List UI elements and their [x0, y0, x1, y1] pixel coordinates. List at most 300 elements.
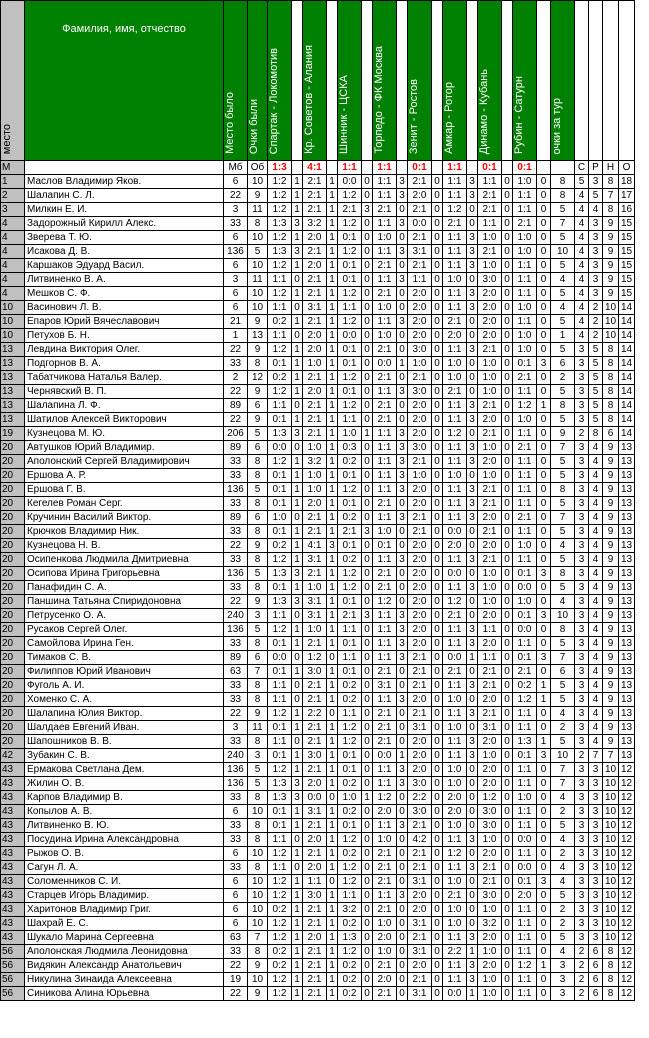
o-cell: 13	[619, 609, 635, 623]
prediction-points-cell: 3	[397, 385, 408, 399]
prediction-cell: 0:1	[268, 721, 292, 735]
points-were-cell: 10	[248, 287, 268, 301]
name-cell: Задорожный Кирилл Алекс.	[25, 217, 224, 231]
n-cell: 9	[603, 665, 619, 679]
points-were-cell: 10	[248, 259, 268, 273]
prediction-points-cell: 1	[327, 721, 338, 735]
prediction-points-cell: 3	[467, 287, 478, 301]
prediction-cell: 1:1	[373, 441, 397, 455]
r-cell: 3	[589, 231, 603, 245]
prediction-points-cell: 0	[537, 469, 551, 483]
prediction-points-cell: 0	[432, 637, 443, 651]
prediction-points-cell: 1	[292, 525, 303, 539]
r-cell: 4	[589, 511, 603, 525]
n-cell: 9	[603, 651, 619, 665]
prediction-points-cell: 0	[362, 189, 373, 203]
prediction-cell: 2:1	[408, 231, 432, 245]
prediction-cell: 0:1	[513, 651, 537, 665]
table-row	[1, 847, 635, 861]
tour-points-cell: 8	[551, 623, 575, 637]
points-were-cell: 8	[248, 945, 268, 959]
prediction-cell: 2:1	[513, 371, 537, 385]
rank-cell: 56	[1, 973, 25, 987]
points-were-cell: 10	[248, 875, 268, 889]
prediction-points-cell: 0	[502, 175, 513, 189]
prediction-cell: 2:1	[408, 707, 432, 721]
o-cell: 13	[619, 469, 635, 483]
rank-cell: 42	[1, 749, 25, 763]
tour-points-cell: 5	[551, 525, 575, 539]
prediction-cell: 2:1	[408, 861, 432, 875]
r-cell: 3	[589, 931, 603, 945]
prediction-points-cell: 1	[327, 847, 338, 861]
rank-cell: 20	[1, 623, 25, 637]
match-result: 1:1	[443, 161, 467, 175]
place-was-cell: 33	[224, 525, 248, 539]
n-cell: 10	[603, 903, 619, 917]
prediction-points-cell: 0	[397, 973, 408, 987]
prediction-cell: 1:0	[513, 539, 537, 553]
prediction-cell: 2:0	[303, 931, 327, 945]
rank-cell: 10	[1, 315, 25, 329]
prediction-points-cell: 0	[537, 819, 551, 833]
prediction-cell: 1:1	[513, 777, 537, 791]
prediction-cell: 0:0	[513, 833, 537, 847]
rank-cell: 4	[1, 287, 25, 301]
prediction-cell: 1:0	[478, 945, 502, 959]
tour-points-cell: 5	[551, 581, 575, 595]
prediction-points-cell: 3	[397, 777, 408, 791]
prediction-cell: 2:0	[478, 287, 502, 301]
prediction-cell: 1:1	[513, 385, 537, 399]
c-cell: 2	[575, 749, 589, 763]
prediction-cell: 1:2	[513, 399, 537, 413]
prediction-points-cell: 0	[502, 721, 513, 735]
prediction-cell: 0:1	[338, 497, 362, 511]
points-were-cell: 8	[248, 861, 268, 875]
o-cell: 13	[619, 511, 635, 525]
c-cell: 3	[575, 791, 589, 805]
prediction-cell: 1:0	[478, 973, 502, 987]
r-cell: 3	[589, 259, 603, 273]
place-was-cell: 136	[224, 623, 248, 637]
o-cell: 14	[619, 343, 635, 357]
prediction-cell: 0:2	[338, 693, 362, 707]
c-cell: 3	[575, 707, 589, 721]
prediction-points-cell: 3	[397, 469, 408, 483]
prediction-cell: 3:0	[478, 805, 502, 819]
prediction-points-cell: 0	[537, 889, 551, 903]
c-cell: 3	[575, 693, 589, 707]
place-was-cell: 3	[224, 273, 248, 287]
prediction-points-cell: 0	[537, 287, 551, 301]
prediction-cell: 1:0	[443, 721, 467, 735]
prediction-points-cell: 0	[432, 469, 443, 483]
prediction-cell: 2:1	[478, 707, 502, 721]
prediction-points-cell: 0	[432, 847, 443, 861]
prediction-points-cell: 0	[362, 399, 373, 413]
c-cell: 3	[575, 861, 589, 875]
prediction-points-cell: 0	[397, 287, 408, 301]
prediction-points-cell: 3	[362, 203, 373, 217]
prediction-cell: 2:0	[408, 539, 432, 553]
place-was-cell: 89	[224, 651, 248, 665]
prediction-points-cell: 1	[327, 931, 338, 945]
prediction-cell: 2:1	[373, 861, 397, 875]
prediction-cell: 1:1	[443, 245, 467, 259]
prediction-cell: 1:1	[443, 749, 467, 763]
prediction-cell: 1:0	[373, 917, 397, 931]
rank-cell: 43	[1, 791, 25, 805]
c-cell: 4	[575, 315, 589, 329]
prediction-points-cell: 3	[467, 581, 478, 595]
prediction-cell: 2:1	[303, 567, 327, 581]
prediction-cell: 1:2	[268, 231, 292, 245]
prediction-cell: 3:0	[408, 777, 432, 791]
prediction-points-cell: 0	[502, 805, 513, 819]
prediction-cell: 2:1	[373, 959, 397, 973]
prediction-points-cell: 0	[327, 707, 338, 721]
o-cell: 13	[619, 525, 635, 539]
name-cell: Самойлова Ирина Ген.	[25, 637, 224, 651]
tour-points-cell: 8	[551, 567, 575, 581]
prediction-cell: 1:1	[373, 609, 397, 623]
prediction-points-cell: 0	[502, 679, 513, 693]
prediction-points-cell: 0	[502, 847, 513, 861]
tour-points-cell: 2	[551, 805, 575, 819]
prediction-points-cell: 0	[362, 707, 373, 721]
c-cell: 3	[575, 581, 589, 595]
prediction-cell: 1:2	[338, 861, 362, 875]
r-cell: 4	[589, 735, 603, 749]
tour-points-cell: 10	[551, 749, 575, 763]
prediction-cell: 1:1	[513, 203, 537, 217]
prediction-cell: 2:0	[478, 413, 502, 427]
prediction-cell: 1:0	[443, 273, 467, 287]
prediction-points-cell: 0	[502, 385, 513, 399]
c-cell: 3	[575, 511, 589, 525]
prediction-points-cell: 0	[327, 875, 338, 889]
n-cell: 9	[603, 497, 619, 511]
n-cell: 9	[603, 441, 619, 455]
n-cell: 10	[603, 875, 619, 889]
prediction-cell: 1:0	[478, 595, 502, 609]
c-cell: 3	[575, 805, 589, 819]
prediction-cell: 0:1	[268, 497, 292, 511]
r-cell: 4	[589, 203, 603, 217]
prediction-points-cell: 0	[292, 833, 303, 847]
prediction-cell: 1:1	[513, 315, 537, 329]
c-cell: 3	[575, 763, 589, 777]
n-cell: 8	[603, 973, 619, 987]
name-cell: Ермакова Светлана Дем.	[25, 763, 224, 777]
prediction-cell: 1:1	[443, 483, 467, 497]
prediction-cell: 1:1	[443, 259, 467, 273]
prediction-cell: 1:3	[268, 245, 292, 259]
prediction-cell: 2:1	[478, 875, 502, 889]
prediction-points-cell: 0	[502, 861, 513, 875]
o-cell: 12	[619, 847, 635, 861]
points-were-cell: 7	[248, 665, 268, 679]
prediction-points-cell: 1	[327, 567, 338, 581]
n-cell: 8	[603, 357, 619, 371]
prediction-cell: 1:1	[513, 987, 537, 1001]
prediction-cell: 2:0	[303, 329, 327, 343]
c-cell: 2	[575, 959, 589, 973]
prediction-cell: 1:1	[268, 399, 292, 413]
prediction-cell: 1:1	[513, 819, 537, 833]
prediction-points-cell: 0	[502, 371, 513, 385]
prediction-points-cell: 3	[397, 245, 408, 259]
prediction-cell: 2:1	[303, 735, 327, 749]
name-cell: Видякин Александр Анатольевич	[25, 959, 224, 973]
prediction-points-cell: 0	[467, 819, 478, 833]
prediction-points-cell: 0	[292, 441, 303, 455]
prediction-cell: 2:0	[373, 805, 397, 819]
n-cell: 9	[603, 623, 619, 637]
prediction-cell: 2:0	[303, 861, 327, 875]
prediction-cell: 2:1	[513, 217, 537, 231]
prediction-points-cell: 1	[327, 693, 338, 707]
r-cell: 4	[589, 581, 603, 595]
c-cell: 3	[575, 889, 589, 903]
prediction-points-cell: 1	[327, 819, 338, 833]
prediction-cell: 1:0	[478, 385, 502, 399]
r-cell: 2	[589, 329, 603, 343]
tour-points-cell: 5	[551, 455, 575, 469]
prediction-points-cell: 3	[327, 539, 338, 553]
prediction-cell: 1:2	[338, 287, 362, 301]
prediction-points-cell: 0	[432, 413, 443, 427]
prediction-points-cell: 0	[467, 525, 478, 539]
rank-cell: 20	[1, 483, 25, 497]
prediction-cell: 2:1	[408, 973, 432, 987]
n-cell: 10	[603, 301, 619, 315]
rank-cell: 43	[1, 805, 25, 819]
rank-cell: 43	[1, 917, 25, 931]
prediction-cell: 1:0	[303, 469, 327, 483]
table-row	[1, 609, 635, 623]
prediction-points-cell: 0	[432, 525, 443, 539]
prediction-cell: 2:1	[373, 343, 397, 357]
prediction-points-cell: 3	[537, 875, 551, 889]
n-cell: 8	[603, 399, 619, 413]
prediction-cell: 1:0	[443, 357, 467, 371]
match-result: 4:1	[303, 161, 327, 175]
prediction-cell: 2:0	[408, 287, 432, 301]
o-cell: 12	[619, 805, 635, 819]
prediction-cell: 1:2	[338, 567, 362, 581]
prediction-points-cell: 0	[432, 791, 443, 805]
r-cell: 2	[589, 315, 603, 329]
prediction-points-cell: 0	[362, 455, 373, 469]
prediction-cell: 2:1	[338, 525, 362, 539]
rank-cell: 43	[1, 833, 25, 847]
prediction-cell: 2:1	[408, 847, 432, 861]
sub-place-was: Мб	[224, 161, 248, 175]
prediction-points-cell: 3	[362, 609, 373, 623]
rank-cell: 20	[1, 693, 25, 707]
prediction-cell: 3:1	[408, 721, 432, 735]
o-cell: 12	[619, 889, 635, 903]
prediction-cell: 2:0	[408, 609, 432, 623]
prediction-cell: 0:2	[338, 959, 362, 973]
rank-cell: 2	[1, 189, 25, 203]
table-row	[1, 861, 635, 875]
table-row	[1, 511, 635, 525]
r-cell: 3	[589, 175, 603, 189]
r-cell: 4	[589, 553, 603, 567]
prediction-points-cell: 1	[327, 525, 338, 539]
prediction-cell: 0:2	[338, 917, 362, 931]
name-cell: Шалдаев Евгений Иван.	[25, 721, 224, 735]
prediction-points-cell: 3	[467, 301, 478, 315]
prediction-cell: 1:1	[303, 875, 327, 889]
prediction-points-cell: 0	[362, 945, 373, 959]
prediction-cell: 0:1	[373, 539, 397, 553]
prediction-points-cell: 0	[537, 777, 551, 791]
prediction-cell: 2:0	[408, 581, 432, 595]
tour-points-cell: 4	[551, 539, 575, 553]
prediction-points-cell: 1	[327, 553, 338, 567]
c-cell: 3	[575, 343, 589, 357]
prediction-points-cell: 0	[432, 721, 443, 735]
prediction-points-cell: 0	[362, 315, 373, 329]
o-cell: 13	[619, 735, 635, 749]
rank-cell: 3	[1, 203, 25, 217]
prediction-points-cell: 0	[362, 539, 373, 553]
prediction-points-cell: 1	[537, 735, 551, 749]
c-cell: 3	[575, 679, 589, 693]
prediction-cell: 1:0	[303, 483, 327, 497]
table-row	[1, 707, 635, 721]
rank-cell: 4	[1, 231, 25, 245]
tour-points-cell: 6	[551, 665, 575, 679]
prediction-points-cell: 0	[502, 497, 513, 511]
prediction-points-cell: 0	[362, 441, 373, 455]
prediction-points-cell: 3	[292, 567, 303, 581]
points-were-cell: 9	[248, 707, 268, 721]
prediction-points-cell: 1	[292, 385, 303, 399]
prediction-points-cell: 0	[502, 763, 513, 777]
r-cell: 4	[589, 721, 603, 735]
prediction-points-cell: 0	[467, 273, 478, 287]
prediction-cell: 1:2	[268, 189, 292, 203]
c-cell: 2	[575, 427, 589, 441]
table-row	[1, 385, 635, 399]
prediction-cell: 2:1	[373, 665, 397, 679]
n-cell: 9	[603, 735, 619, 749]
n-cell: 9	[603, 679, 619, 693]
prediction-cell: 3:1	[373, 679, 397, 693]
rank-cell: 13	[1, 385, 25, 399]
r-cell: 4	[589, 707, 603, 721]
prediction-cell: 2:0	[478, 315, 502, 329]
n-cell: 8	[603, 413, 619, 427]
rank-cell: 20	[1, 553, 25, 567]
header-match-3: Шинник - ЦСКА	[338, 1, 362, 161]
prediction-cell: 1:2	[338, 245, 362, 259]
place-was-cell: 33	[224, 945, 248, 959]
place-was-cell: 3	[224, 203, 248, 217]
header-name: Фамилия, имя, отчество	[25, 1, 224, 161]
prediction-cell: 2:0	[408, 497, 432, 511]
n-cell: 8	[603, 343, 619, 357]
prediction-points-cell: 1	[327, 301, 338, 315]
tour-points-cell: 2	[551, 371, 575, 385]
prediction-points-cell: 0	[502, 441, 513, 455]
prediction-cell: 3:1	[303, 805, 327, 819]
prediction-cell: 1:0	[373, 525, 397, 539]
prediction-points-cell: 0	[362, 693, 373, 707]
prediction-cell: 2:0	[478, 329, 502, 343]
prediction-cell: 1:1	[373, 651, 397, 665]
prediction-points-cell: 0	[432, 693, 443, 707]
o-cell: 13	[619, 707, 635, 721]
prediction-points-cell: 0	[432, 987, 443, 1001]
r-cell: 4	[589, 623, 603, 637]
r-cell: 3	[589, 245, 603, 259]
prediction-points-cell: 1	[327, 189, 338, 203]
table-row	[1, 777, 635, 791]
prediction-points-cell: 1	[292, 189, 303, 203]
prediction-points-cell: 0	[537, 665, 551, 679]
prediction-points-cell: 0	[432, 497, 443, 511]
tour-points-cell: 5	[551, 413, 575, 427]
prediction-cell: 2:0	[408, 483, 432, 497]
prediction-cell: 1:0	[443, 917, 467, 931]
prediction-points-cell: 1	[327, 595, 338, 609]
prediction-cell: 2:0	[303, 497, 327, 511]
prediction-points-cell: 0	[537, 343, 551, 357]
prediction-cell: 1:1	[443, 861, 467, 875]
prediction-cell: 0:0	[443, 987, 467, 1001]
place-was-cell: 240	[224, 749, 248, 763]
prediction-cell: 2:1	[303, 525, 327, 539]
prediction-points-cell: 0	[362, 175, 373, 189]
prediction-cell: 3:0	[478, 889, 502, 903]
prediction-cell: 1:2	[268, 707, 292, 721]
prediction-points-cell: 0	[432, 707, 443, 721]
prediction-points-cell: 0	[362, 343, 373, 357]
n-cell: 10	[603, 763, 619, 777]
prediction-cell: 2:1	[303, 189, 327, 203]
prediction-points-cell: 0	[502, 665, 513, 679]
prediction-points-cell: 0	[362, 875, 373, 889]
prediction-cell: 0:2	[268, 945, 292, 959]
prediction-points-cell: 3	[292, 217, 303, 231]
prediction-points-cell: 0	[537, 427, 551, 441]
prediction-cell: 0:0	[373, 357, 397, 371]
table-row	[1, 931, 635, 945]
place-was-cell: 22	[224, 539, 248, 553]
tour-points-cell: 4	[551, 707, 575, 721]
o-cell: 12	[619, 875, 635, 889]
tour-points-cell: 3	[551, 987, 575, 1001]
rank-cell: 20	[1, 567, 25, 581]
prediction-points-cell: 1	[292, 581, 303, 595]
prediction-points-cell: 0	[537, 413, 551, 427]
prediction-points-cell: 3	[397, 553, 408, 567]
prediction-points-cell: 0	[537, 637, 551, 651]
prediction-points-cell: 1	[292, 721, 303, 735]
prediction-cell: 1:1	[513, 637, 537, 651]
prediction-cell: 1:1	[373, 175, 397, 189]
prediction-points-cell: 0	[502, 231, 513, 245]
prediction-points-cell: 0	[432, 861, 443, 875]
n-cell: 10	[603, 861, 619, 875]
prediction-cell: 0:2	[268, 371, 292, 385]
